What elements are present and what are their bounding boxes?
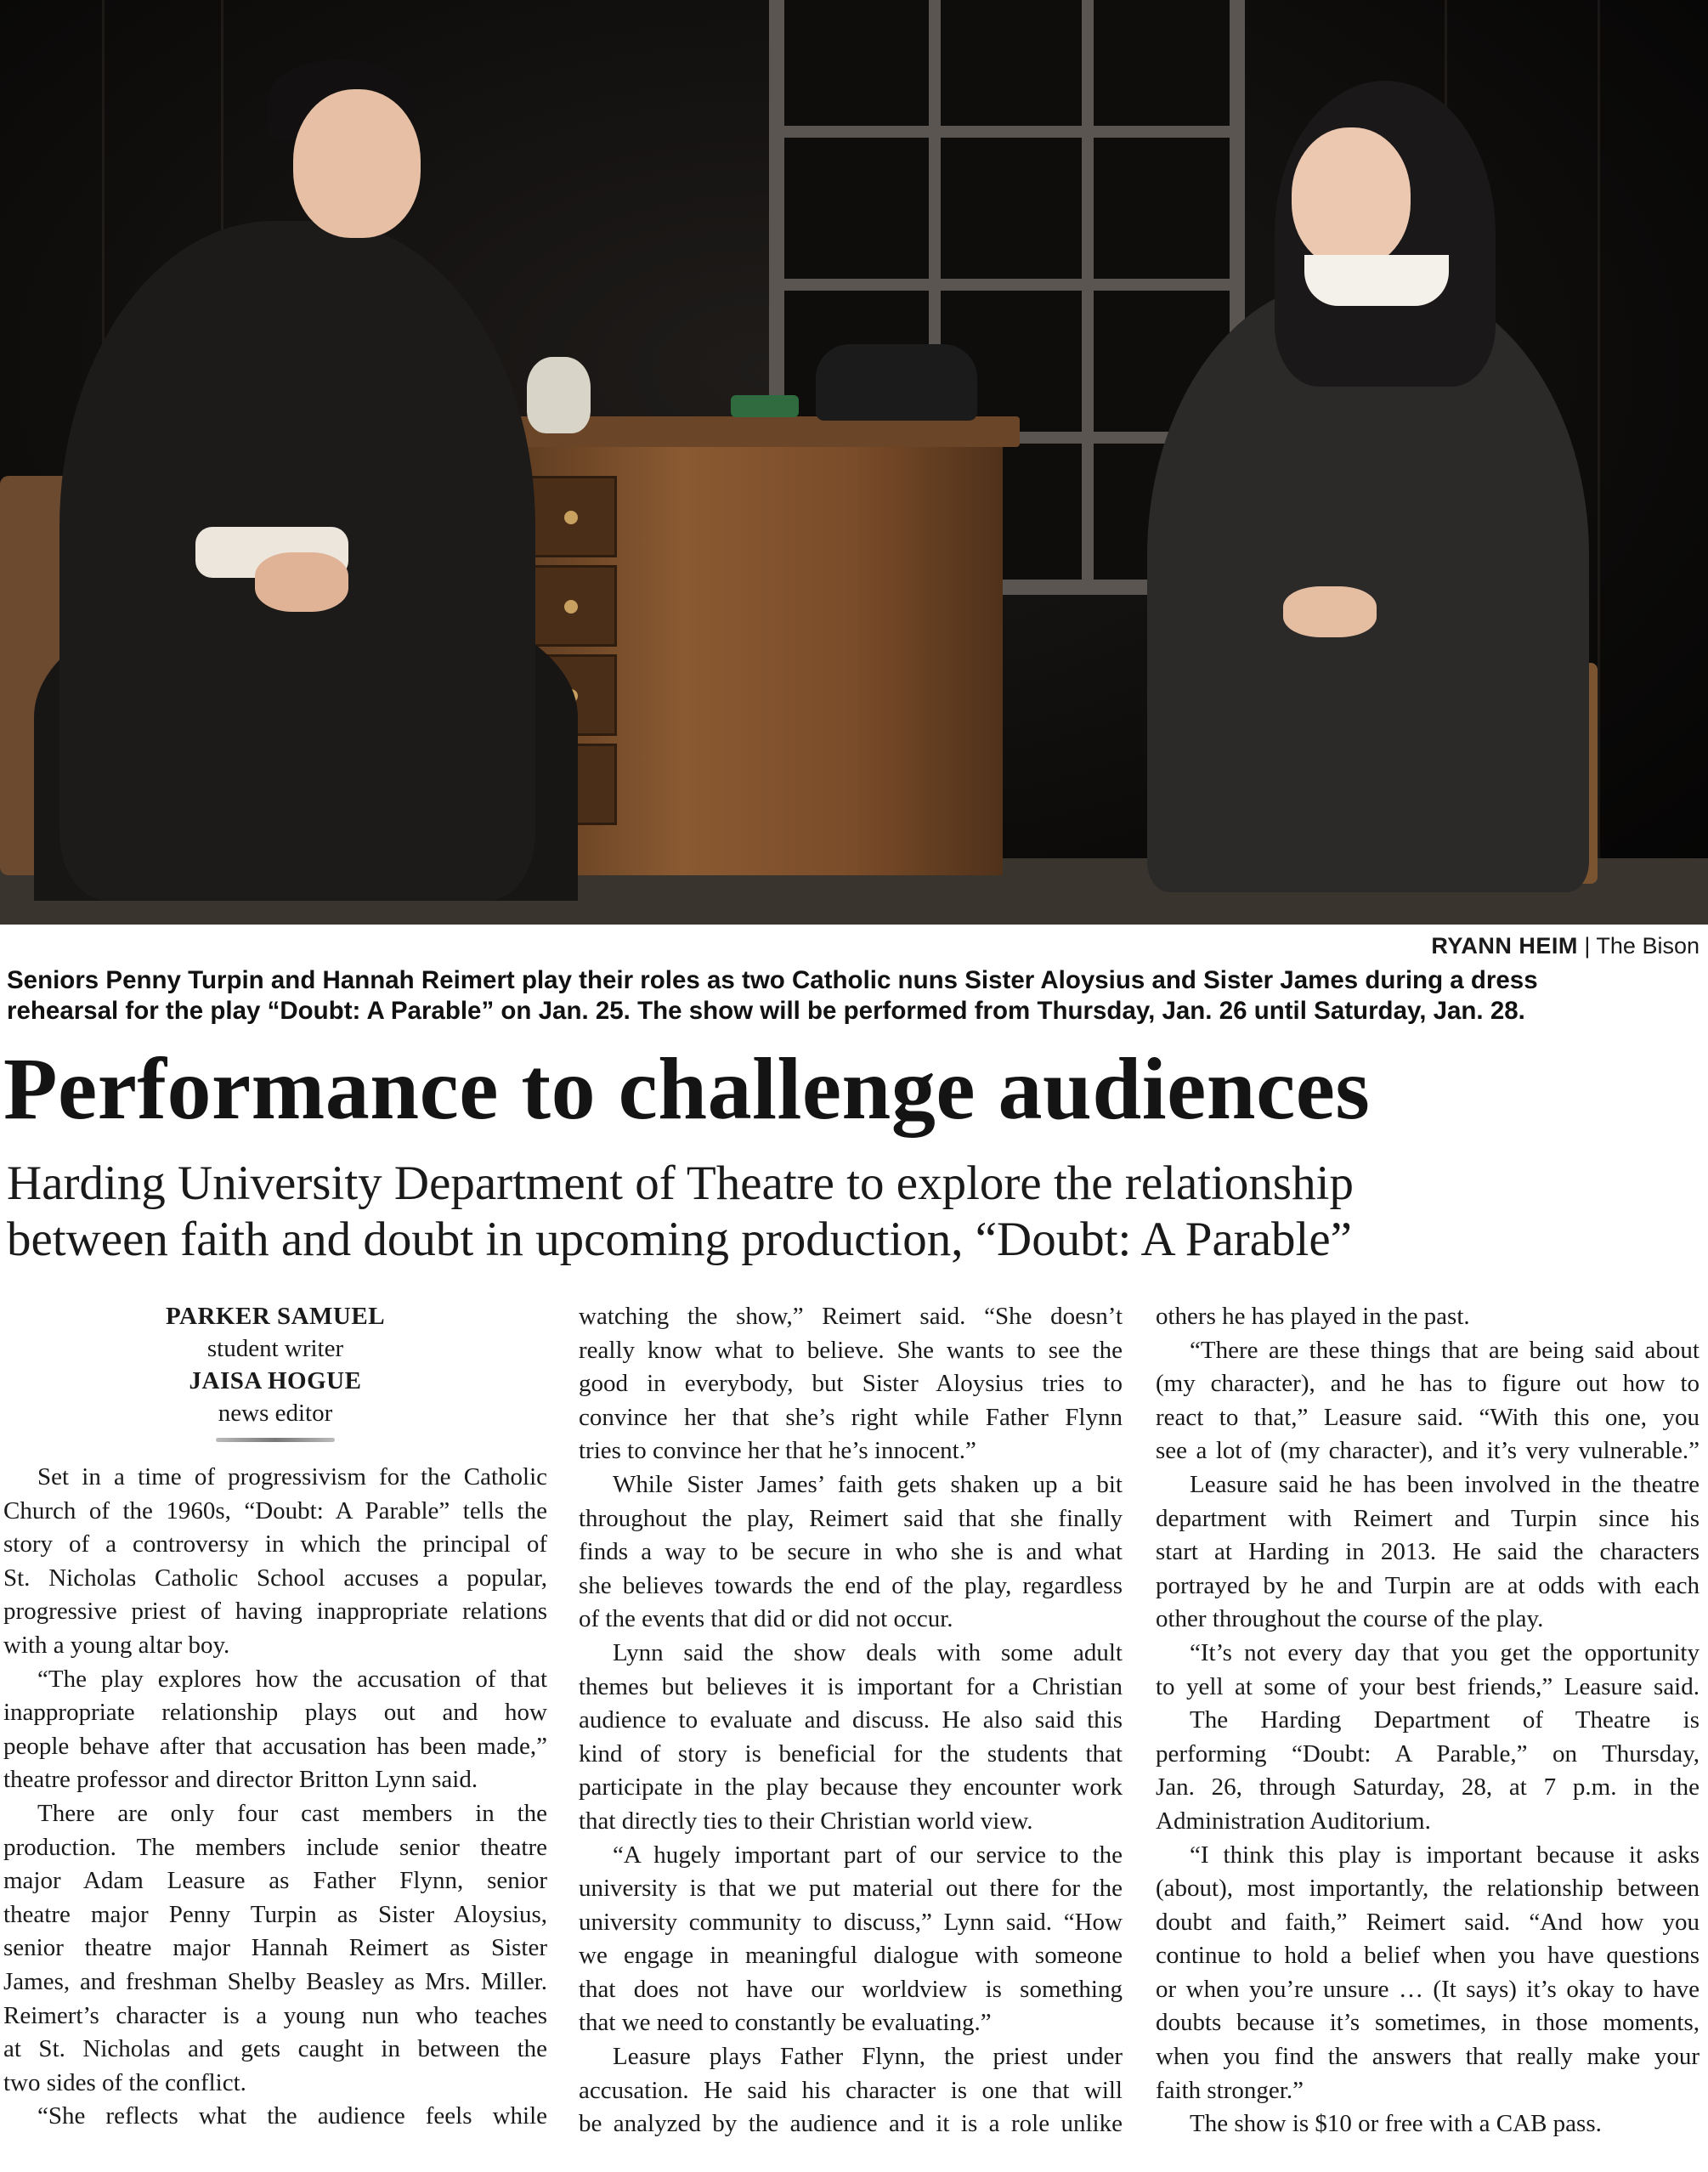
- text-line: university community to discuss,” Lynn said. “How: [579, 1908, 1123, 1936]
- article-column-1: [3, 1300, 547, 2134]
- byline-divider: [216, 1438, 335, 1442]
- text-line: finds a way to be secure in who she is and what: [579, 1538, 1123, 1566]
- text-line: production. The members include senior theatre: [3, 1833, 547, 1861]
- text-line: really know what to believe. She wants to see the: [579, 1336, 1123, 1364]
- author-name: PARKER SAMUEL: [165, 1303, 386, 1330]
- photo-credit: [1431, 933, 1700, 959]
- text-line: we engage in meaningful dialogue with someone: [579, 1942, 1123, 1970]
- left-actor-face: [293, 89, 421, 238]
- text-line: “It’s not every day that you get the opportunity: [1190, 1638, 1700, 1666]
- right-actor-hands: [1283, 586, 1377, 637]
- green-book: [731, 395, 799, 417]
- text-line: good in everybody, but Sister Aloysius tries to: [579, 1370, 1123, 1398]
- text-line: other throughout the course of the play.: [1156, 1605, 1544, 1633]
- text-line: kind of story is beneficial for the students that: [579, 1739, 1123, 1768]
- photo-credit-outlet: The Bison: [1596, 933, 1700, 959]
- text-line: senior theatre major Hannah Reimert as Sister: [3, 1934, 547, 1962]
- text-line: Set in a time of progressivism for the Catholic: [37, 1463, 547, 1490]
- text-line: of the events that did or did not occur.: [579, 1605, 953, 1633]
- left-actor-hand: [255, 552, 348, 612]
- drawer-knob-icon: [564, 600, 578, 614]
- text-line: inappropriate relationship plays out and how: [3, 1699, 547, 1727]
- stage-photo: [0, 0, 1708, 925]
- text-line: (about), most importantly, the relationship between: [1156, 1875, 1700, 1903]
- text-line: The Harding Department of Theatre is: [1190, 1706, 1700, 1734]
- text-line: St. Nicholas Catholic School accuses a popular,: [3, 1564, 547, 1592]
- window-transom: [784, 126, 1230, 138]
- text-line: “I think this play is important because it asks: [1190, 1841, 1700, 1869]
- photo-caption: [7, 965, 1702, 1027]
- subhead-line: between faith and doubt in upcoming production, “Doubt: A Parable”: [7, 1213, 1352, 1266]
- right-actor-collar: [1304, 255, 1449, 306]
- text-line: “A hugely important part of our service to the: [613, 1841, 1123, 1869]
- text-line: portrayed by he and Turpin are at odds with each: [1156, 1571, 1700, 1599]
- text-line: theatre professor and director Britton Lynn said.: [3, 1766, 478, 1794]
- text-line: “There are these things that are being said about: [1190, 1336, 1700, 1364]
- author-role: student writer: [206, 1335, 344, 1362]
- text-line: Jan. 26, through Saturday, 28, at 7 p.m. in the: [1156, 1773, 1700, 1802]
- text-line: themes but believes it is important for a Christian: [579, 1672, 1123, 1700]
- text-line: story of a controversy in which the principal of: [3, 1530, 547, 1558]
- caption-line: rehearsal for the play “Doubt: A Parable” on Jan. 25. The show will be performed from Thursday, Jan. 26 until Saturday, Jan. 28.: [7, 997, 1525, 1025]
- text-line: performing “Doubt: A Parable,” on Thursday,: [1156, 1739, 1700, 1768]
- text-line: or when you’re unsure … (It says) it’s okay to have: [1156, 1975, 1700, 2003]
- text-line: start at Harding in 2013. He said the characters: [1156, 1538, 1700, 1566]
- desk-drawer: [523, 565, 617, 647]
- text-line: major Adam Leasure as Father Flynn, senior: [3, 1867, 547, 1895]
- text-line: Leasure said he has been involved in the theatre: [1190, 1470, 1700, 1498]
- window-transom: [784, 279, 1230, 291]
- teapot: [527, 357, 591, 433]
- text-line: two sides of the conflict.: [3, 2068, 246, 2096]
- article-headline: Performance to challenge audiences: [3, 1040, 1371, 1138]
- text-line: doubt and faith,” Reimert said. “And how you: [1156, 1908, 1700, 1936]
- photo-credit-separator: |: [1584, 933, 1591, 959]
- text-line: to yell at some of your best friends,” Leasure said.: [1156, 1672, 1700, 1700]
- text-line: audience to evaluate and discuss. He also said this: [579, 1706, 1123, 1734]
- text-line: with a young altar boy.: [3, 1631, 230, 1659]
- desk-drawer: [523, 476, 617, 557]
- text-line: accusation. He said his character is one that will: [579, 2076, 1123, 2104]
- rotary-phone: [816, 344, 977, 421]
- text-line: that does not have our worldview is something: [579, 1975, 1123, 2003]
- text-line: Reimert’s character is a young nun who teaches: [3, 2001, 547, 2029]
- article-column-3: [1156, 1300, 1700, 2141]
- right-actor-face: [1292, 127, 1411, 268]
- text-line: that we need to constantly be evaluating.”: [579, 2009, 992, 2037]
- photo-credit-name: RYANN HEIM: [1431, 933, 1578, 959]
- text-line: (my character), and he has to figure out how to: [1156, 1370, 1700, 1398]
- caption-line: Seniors Penny Turpin and Hannah Reimert play their roles as two Catholic nuns Sister Aloysius and Sister James during a dress: [7, 966, 1538, 994]
- text-line: department with Reimert and Turpin since his: [1156, 1504, 1700, 1532]
- text-line: doubts because it’s sometimes, in those moments,: [1156, 2009, 1700, 2037]
- text-line: participate in the play because they encounter work: [579, 1773, 1123, 1802]
- text-line: continue to hold a belief when you have questions: [1156, 1942, 1700, 1970]
- text-line: watching the show,” Reimert said. “She doesn’t: [579, 1303, 1123, 1330]
- text-line: see a lot of (my character), and it’s very vulnerable.”: [1156, 1437, 1700, 1465]
- text-line: that directly ties to their Christian world view.: [579, 1807, 1033, 1835]
- text-line: “She reflects what the audience feels while: [37, 2102, 547, 2130]
- author-name: JAISA HOGUE: [189, 1367, 362, 1394]
- article-column-2: [579, 1300, 1123, 2141]
- curtain-fold: [1598, 0, 1600, 925]
- byline: [3, 1300, 547, 1442]
- text-line: be analyzed by the audience and it is a role unlike: [579, 2110, 1123, 2138]
- text-line: faith stronger.”: [1156, 2076, 1304, 2104]
- text-line: Administration Auditorium.: [1156, 1807, 1431, 1835]
- text-line: convince her that she’s right while Father Flynn: [579, 1403, 1123, 1431]
- drawer-knob-icon: [564, 511, 578, 524]
- text-line: James, and freshman Shelby Beasley as Mrs. Miller.: [3, 1967, 547, 1995]
- text-line: at St. Nicholas and gets caught in between the: [3, 2035, 547, 2063]
- text-line: she believes towards the end of the play, regardless: [579, 1571, 1123, 1599]
- text-line: There are only four cast members in the: [37, 1799, 547, 1827]
- text-line: Lynn said the show deals with some adult: [613, 1638, 1123, 1666]
- text-line: university is that we put material out there for the: [579, 1875, 1123, 1903]
- article-subheadline: [7, 1156, 1706, 1268]
- text-line: The show is $10 or free with a CAB pass.: [1190, 2110, 1602, 2138]
- author-role: news editor: [218, 1400, 333, 1427]
- subhead-line: Harding University Department of Theatre to explore the relationship: [7, 1157, 1354, 1210]
- text-line: react to that,” Leasure said. “With this one, you: [1156, 1403, 1700, 1431]
- text-line: “The play explores how the accusation of that: [37, 1665, 547, 1693]
- text-line: others he has played in the past.: [1156, 1303, 1470, 1330]
- text-line: theatre major Penny Turpin as Sister Aloysius,: [3, 1900, 547, 1928]
- text-line: people behave after that accusation has been made,”: [3, 1732, 547, 1760]
- text-line: While Sister James’ faith gets shaken up a bit: [613, 1470, 1123, 1498]
- text-line: Leasure plays Father Flynn, the priest under: [613, 2043, 1123, 2071]
- text-line: throughout the play, Reimert said that she finally: [579, 1504, 1123, 1532]
- text-line: progressive priest of having inappropriate relations: [3, 1598, 547, 1626]
- text-line: when you find the answers that really make your: [1156, 2043, 1700, 2071]
- text-line: tries to convince her that he’s innocent.”: [579, 1437, 976, 1465]
- text-line: Church of the 1960s, “Doubt: A Parable” tells the: [3, 1496, 547, 1524]
